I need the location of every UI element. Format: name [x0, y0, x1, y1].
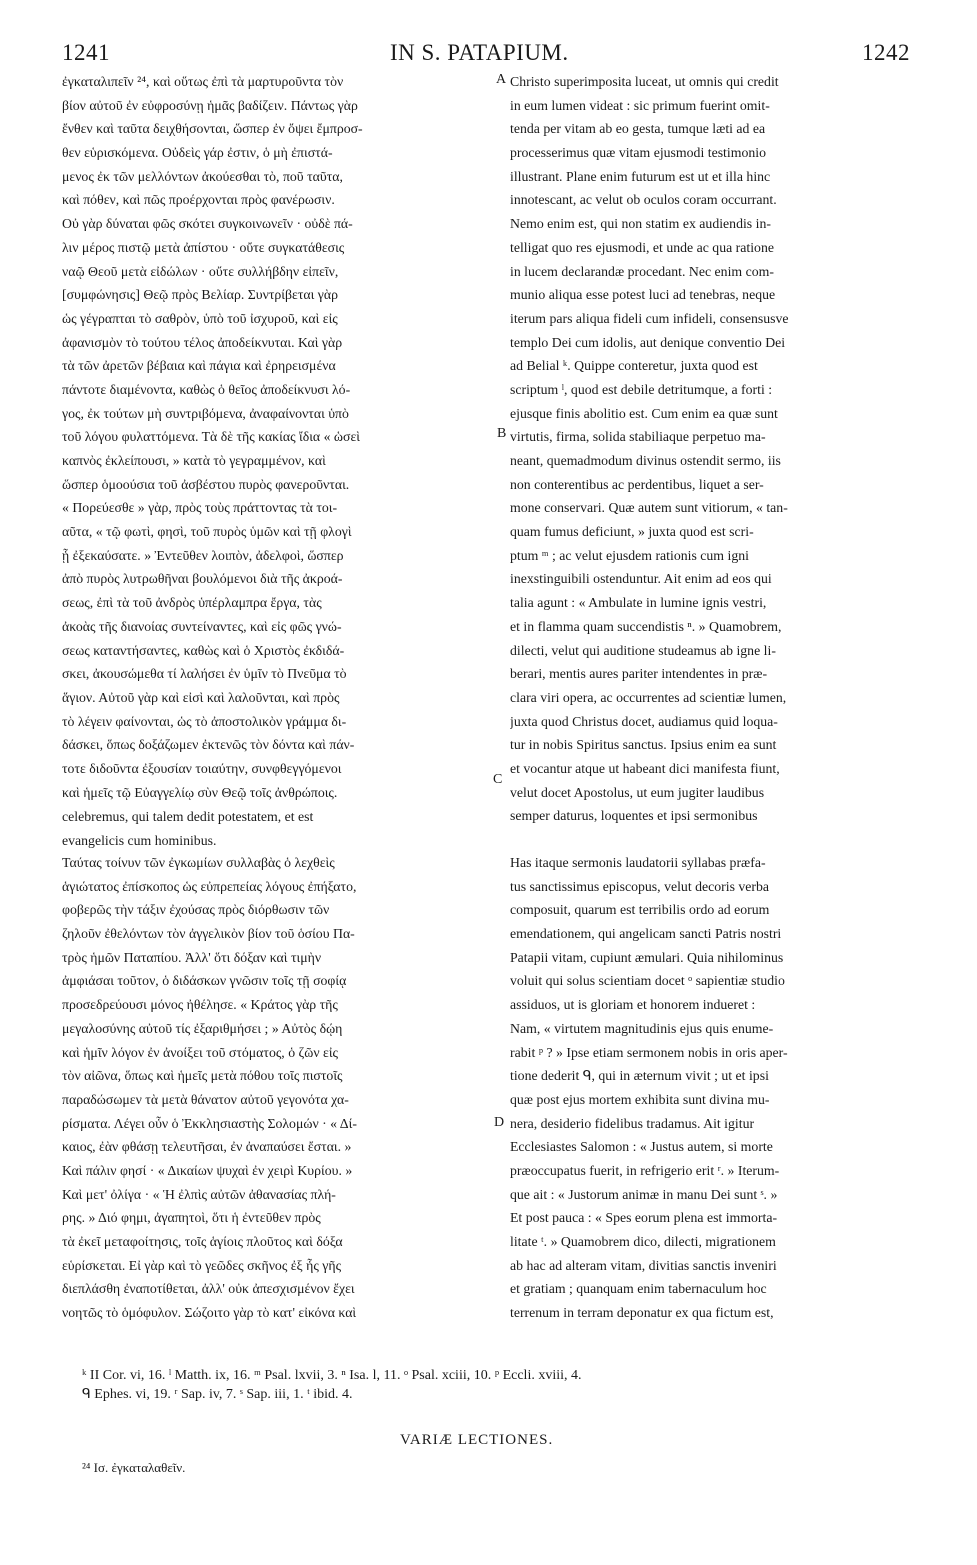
text-line: quæ post ejus mortem exhibita sunt divina mu- [510, 1091, 770, 1107]
text-line: φοβερῶς τὴν τάξιν ἐχούσας πρὸς διόρθωσιν τῶν [62, 902, 330, 918]
text-line: non conterentibus ac perdentibus, liquet a ser- [510, 476, 764, 492]
text-line: ᾗ ἐξεκαύσατε. » Ἐντεῦθεν λοιπὸν, ἀδελφοὶ, ὥσπερ [62, 547, 344, 563]
text-line: tur in nobis Spiritus sanctus. Ipsius enim ea sunt [510, 737, 777, 753]
text-line: Nam, « virtutem magnitudinis ejus quis enume- [510, 1020, 774, 1036]
text-line: ἁγιώτατος ἐπίσκοπος ὡς εὐπρεπείας λόγους ἐπήξατο, [62, 878, 357, 894]
text-line: Has itaque sermonis laudatorii syllabas præfa- [510, 855, 766, 870]
text-line: « Πορεύεσθε » γὰρ, πρὸς τοὺς πράττοντας τὰ τοι- [62, 500, 338, 516]
text-line: et gratiam ; quanquam enim tabernaculum hoc [510, 1281, 767, 1297]
text-line: ἀφανισμὸν τὸ τούτου τέλος ἀποδείκνυται. Καὶ γὰρ [62, 334, 343, 350]
text-line: berari, mentis aures pariter intendentes in præ- [510, 666, 768, 682]
text-line: tione dederit ᑫ, qui in æternum vivit ; ut et ipsi [510, 1068, 769, 1084]
text-line: que ait : « Justorum animæ in manu Dei sunt ˢ. » [510, 1186, 778, 1202]
text-line: ἅγιον. Αὐτοῦ γὰρ καὶ εἰσὶ καὶ λαλοῦνται, καὶ πρὸς [62, 689, 340, 705]
text-line: τὸν αἰῶνα, ὅπως καὶ ἡμεῖς μετὰ πόθου τοῖς πιστοῖς [62, 1068, 343, 1084]
text-line: mone conservari. Quæ autem sunt vitiorum, « tan- [510, 500, 788, 516]
text-line: διεπλάσθη ἐναποτίθεται, ἀλλ' οὐκ ἀπεσχισμένον ἔχει [62, 1281, 355, 1297]
footnote-line: ᑫ Ephes. vi, 19. ʳ Sap. iv, 7. ˢ Sap. iii, 1. ᵗ ibid. 4. [82, 1387, 353, 1402]
text-line: Καὶ μετ' ὀλίγα · « Ἡ ἐλπὶς αὐτῶν ἀθανασίας πλή- [62, 1186, 336, 1202]
text-line: tus sanctissimus episcopus, velut decoris verba [510, 878, 770, 894]
text-line: Ecclesiastes Salomon : « Justus autem, si morte [510, 1139, 773, 1155]
text-line: ad Belial ᵏ. Quippe conteretur, juxta quod est [510, 358, 758, 374]
text-line: ἐγκαταλιπεῖν ²⁴, καὶ οὕτως ἐπὶ τὰ μαρτυροῦντα τὸν [62, 74, 344, 89]
text-line: dilecti, velut qui auditione studeamus ab igne li- [510, 642, 776, 658]
text-line: Καὶ πάλιν φησί · « Δικαίων ψυχαὶ ἐν χειρὶ Κυρίου. » [62, 1162, 353, 1178]
text-line: innotescant, ac velut ob oculos coram occurrant. [510, 192, 777, 208]
text-line: μενος ἐκ τῶν μελλόντων ἀκούεσθαι τὸ, ποῦ ταῦτα, [62, 168, 343, 184]
text-line: τὰ ἐκεῖ μεταφοίτησις, τοῖς ἁγίοις πλοῦτος καὶ δόξα [62, 1234, 343, 1249]
text-line: ejusque finis abolitio est. Cum enim ea quæ sunt [510, 405, 778, 421]
text-line: in eum lumen videat : sic primum fuerint omit- [510, 97, 770, 113]
text-line: Οὐ γὰρ δύναται φῶς σκότει συγκοινωνεῖν · οὐδὲ πά- [62, 216, 353, 232]
text-line: ὥσπερ ὁμοούσια τοῦ ἀσβέστου πυρὸς φανεροῦνται. [62, 476, 350, 492]
text-line: processerimus quæ vitam ejusmodi testimonio [510, 145, 766, 161]
text-line: τοῦ λόγου φυλαττόμενα. Τὰ δὲ τῆς κακίας ἴδια « ὡσεὶ [62, 429, 360, 445]
latin-column-lower [510, 851, 924, 1325]
text-line: αῦτα, « τῷ φωτὶ, φησὶ, τοῦ πυρὸς ὑμῶν καὶ τῇ φλογὶ [62, 524, 352, 540]
text-line: Nemo enim est, qui non statim ex audiendis in- [510, 216, 771, 232]
text-line: tenda per vitam ab eo gesta, tumque læti ad ea [510, 121, 766, 137]
text-line: evangelicis cum hominibus. [62, 832, 217, 848]
left-page-number: 1241 [62, 40, 110, 65]
text-line: quam fumus deficiunt, » juxta quod est scri- [510, 524, 754, 540]
column-marker-c: C [493, 772, 503, 787]
text-line: [συμφώνησις] Θεῷ πρὸς Βελίαρ. Συντρίβεται γὰρ [62, 287, 338, 303]
text-line: ρίσματα. Λέγει οὖν ὁ Ἐκκλησιαστὴς Σολομών · « Δί- [62, 1115, 357, 1131]
text-line: σεως καταντήσαντες, καθὼς καὶ ὁ Χριστὸς ἐκδιδά- [62, 642, 345, 658]
text-line: καὶ πόθεν, καὶ πῶς προέρχονται πρὸς φανέρωσιν. [62, 192, 335, 208]
text-line: σεως, ἐπὶ τὰ τοῦ ἀνδρὸς ὑπέρλαμπρα ἔργα, τὰς [62, 595, 322, 611]
text-line: ἀκοὰς τῆς διανοίας συντείναντες, καὶ εἰς φῶς γνώ- [62, 618, 342, 634]
text-line: voluit qui solus scientiam docet ᵒ sapientiæ studio [510, 973, 785, 989]
text-line: in lucem declarandæ procedant. Nec enim com- [510, 263, 774, 279]
text-line: talia agunt : « Ambulate in lumine ignis vestri, [510, 595, 767, 611]
text-line: τρὸς ἡμῶν Παταπίου. Ἀλλ' ὅτι δόξαν καὶ τιμὴν [62, 949, 322, 965]
text-line: σκει, ἀκουσώμεθα τί λαλήσει ἐν ὑμῖν τὸ Πνεῦμα τὸ [62, 666, 347, 682]
text-line: iterum pars aliqua fideli cum infideli, consensusve [510, 310, 789, 326]
text-line: munio aliqua esse potest luci ad tenebras, neque [510, 287, 776, 303]
latin-bridge-text [62, 805, 502, 852]
text-line: ὡς γέγραπται τὸ σαθρὸν, ὑπὸ τοῦ ἰσχυροῦ, καὶ εἰς [62, 310, 338, 326]
text-line: καὶ ἡμεῖς τῷ Εὐαγγελίῳ σὺν Θεῷ τοῖς ἀνθρώποις. [62, 784, 338, 800]
text-line: καιος, ἐὰν φθάσῃ τελευτῆσαι, ἐν ἀναπαύσει ἔσται. » [62, 1139, 352, 1155]
text-line: litate ᵗ. » Quamobrem dico, dilecti, migrationem [510, 1234, 776, 1249]
text-line: ναῷ Θεοῦ μετὰ εἰδώλων · οὔτε συλλήβδην εἰπεῖν, [62, 263, 339, 279]
text-line: inexstinguibili ostenduntur. Ait enim ad eos qui [510, 571, 772, 587]
greek-column-upper [62, 70, 494, 804]
latin-column-upper [510, 70, 924, 828]
text-line: ptum ᵐ ; ac velut ejusdem rationis cum igni [510, 547, 749, 563]
text-line: ρης. » Διό φημι, ἀγαπητοὶ, ὅτι ἡ ἐντεῦθεν πρὸς [62, 1210, 321, 1226]
text-line: telligat quo res ejusmodi, et unde ac qua ratione [510, 239, 774, 255]
text-line: nera, desiderio fidelibus tradamus. Ait igitur [510, 1115, 755, 1131]
text-line: composuit, quarum est terribilis ordo ad eorum [510, 902, 770, 918]
text-line: neant, quemadmodum divinus ostendit sermo, iis [510, 453, 781, 468]
text-line: παραδώσωμεν τὰ μετὰ θάνατον αὐτοῦ γεγονότα χα- [62, 1091, 349, 1107]
text-line: Et post pauca : « Spes eorum plena est immorta- [510, 1210, 778, 1226]
greek-column-lower [62, 851, 494, 1325]
column-marker-a: A [496, 72, 507, 87]
text-line: τὰ τῶν ἀρετῶν βέβαια καὶ πάγια καὶ ἐρηρεισμένα [62, 358, 336, 374]
text-line: clara viri opera, ac occurrentes ad scientiæ lumen, [510, 689, 787, 705]
text-line: velut docet Apostolus, ut eum jugiter laudibus [510, 784, 765, 800]
text-line: et in flamma quam succendistis ⁿ. » Quamobrem, [510, 618, 782, 634]
right-page-number: 1242 [862, 40, 910, 65]
text-line: rabit ᵖ ? » Ipse etiam sermonem nobis in oris aper- [510, 1044, 788, 1060]
footnote-line: ᵏ II Cor. vi, 16. ˡ Matth. ix, 16. ᵐ Psal. lxvii, 3. ⁿ Isa. l, 11. ᵒ Psal. xciii, 10. ᵖ Eccli. xviii, 4. [82, 1368, 582, 1383]
text-line: emendationem, qui angelicam sancti Patris nostri [510, 926, 782, 942]
text-line: ζηλοῦν ἐθελόντων τὸν ἀγγελικὸν βίον τοῦ ὁσίου Πα- [62, 926, 355, 942]
text-line: ab hac ad alteram vitam, divitias sanctis inveniri [510, 1257, 777, 1273]
text-line: βίον αὐτοῦ ἐν εὐφροσύνῃ ἡμᾶς βαδίζειν. Πάντως γὰρ [62, 97, 358, 113]
text-line: et vocantur atque ut habeant dici manifesta fiunt, [510, 760, 780, 776]
footnotes [82, 1366, 582, 1404]
text-line: celebremus, qui talem dedit potestatem, et est [62, 809, 314, 824]
running-title: IN S. PATAPIUM. [390, 40, 569, 65]
text-line: ἀμφιάσαι τοῦτον, ὁ διδάσκων γνῶσιν τοῖς τῇ σοφίᾳ [62, 973, 347, 989]
text-line: τὸ λέγειν φαίνονται, ὡς τὸ ἀποστολικὸν γράμμα δι- [62, 713, 347, 729]
text-line: ἔνθεν καὶ ταῦτα δειχθήσονται, ὥσπερ ἐν ὄψει ἔμπροσ- [62, 121, 363, 137]
text-line: Patapii vitam, cupiunt æmulari. Quia nihilominus [510, 949, 784, 965]
text-line: εὑρίσκεται. Εἰ γὰρ καὶ τὸ γεῶδες σκῆνος ἐξ ἧς γῆς [62, 1257, 342, 1273]
text-line: scriptum ˡ, quod est debile detritumque, a forti : [510, 381, 773, 397]
text-line: πάντοτε διαμένοντα, καθὼς ὁ θεῖος ἀποδείκνυσι λό- [62, 381, 351, 397]
text-line: semper daturus, loquentes et ipsi sermonibus [510, 808, 758, 824]
text-line: γος, ἐκ τούτων μὴ συντριβόμενα, ἀναφαίνονται ὑπὸ [62, 405, 349, 421]
text-line: λιν μέρος πιστῷ μετὰ ἀπίστου · οὔτε συγκατάθεσις [62, 239, 345, 255]
text-line: καὶ ἡμῖν λόγον ἐν ἀνοίξει τοῦ στόματος, ὁ ζῶν εἰς [62, 1044, 338, 1060]
text-line: Christo superimposita luceat, ut omnis qui credit [510, 74, 779, 89]
variae-lectiones-entry: ²⁴ Ισ. ἐγκαταλαθεῖν. [82, 1460, 186, 1475]
text-line: Ταύτας τοίνυν τῶν ἐγκωμίων συλλαβὰς ὁ λεχθεὶς [62, 855, 335, 870]
column-marker-b: B [497, 426, 507, 441]
text-line: templo Dei cum idolis, aut denique conventio Dei [510, 334, 786, 350]
text-line: καπνὸς ἐκλείπουσι, » κατὰ τὸ γεγραμμένον, καὶ [62, 453, 326, 468]
text-line: virtutis, firma, solida stabiliaque perpetuo ma- [510, 429, 766, 445]
text-line: προσεδρεύουσι μόνος ἠθέλησε. « Κράτος γὰρ τῆς [62, 997, 338, 1013]
text-line: μεγαλοσύνης αὐτοῦ τίς ἐξαριθμήσει ; » Αὐτὸς δῴη [62, 1020, 343, 1036]
text-line: δάσκει, ὅπως δοξάζωμεν ἐκτενῶς τὸν δόντα καὶ πάν- [62, 737, 355, 753]
text-line: illustrant. Plane enim futurum est ut et illa hinc [510, 168, 771, 184]
text-line: ἀπὸ πυρὸς λυτρωθῆναι βουλόμενοι διὰ τῆς ἀκροά- [62, 571, 343, 587]
text-line: θεν εὑρισκόμενα. Οὐδεὶς γάρ ἐστιν, ὁ μὴ ἐπιστά- [62, 145, 333, 161]
text-line: juxta quod Christus docet, audiamus quid loqua- [510, 713, 778, 729]
column-marker-d: D [494, 1115, 505, 1130]
text-line: τοτε διδοῦντα ἐξουσίαν τοιαύτην, συνφθεγγόμενοι [62, 760, 342, 776]
text-line: terrenum in terram deponatur ex qua fictum est, [510, 1305, 774, 1321]
text-line: assiduos, ut is gloriam et honorem indueret : [510, 997, 756, 1013]
text-line: præoccupatus fuerit, in refrigerio erit ʳ. » Iterum- [510, 1162, 780, 1178]
text-line: νοητῶς τὸ ὁμόφυλον. Σώζοιτο γὰρ τὸ κατ' εἰκόνα καὶ [62, 1305, 357, 1321]
variae-lectiones-heading: VARIÆ LECTIONES. [400, 1432, 554, 1448]
